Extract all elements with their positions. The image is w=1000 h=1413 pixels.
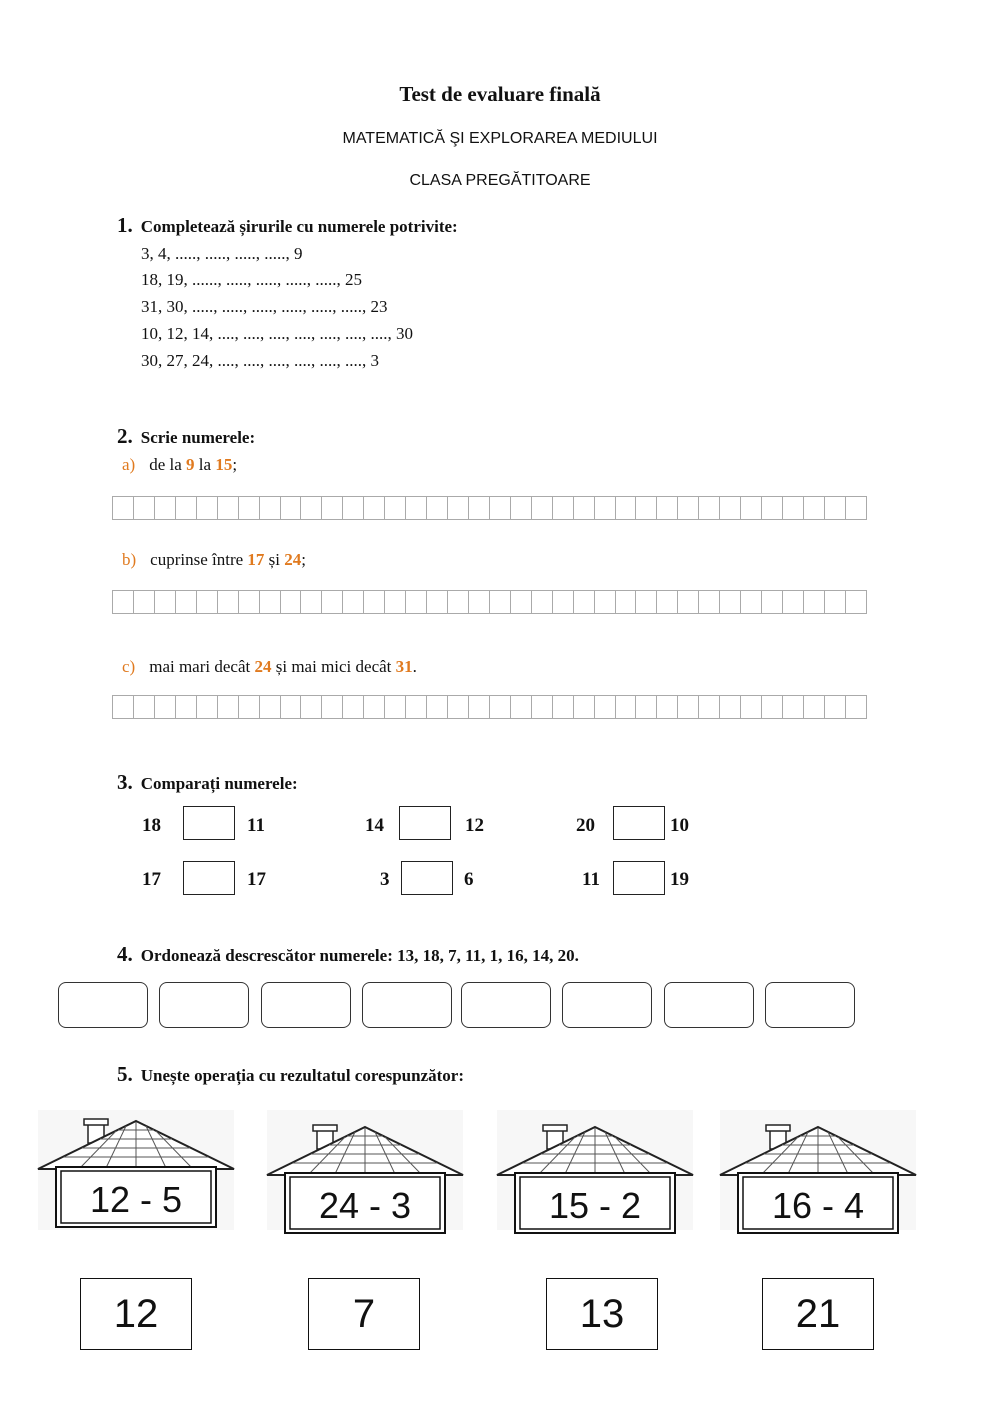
grid-cell[interactable] — [783, 590, 804, 614]
sequence-3: 31, 30, ....., ....., ....., ....., ....., ....., 23 — [141, 297, 388, 316]
grid-cell[interactable] — [260, 496, 281, 520]
q2c-text-3: . — [412, 657, 417, 676]
grid-cell[interactable] — [699, 496, 720, 520]
order-answer-box[interactable] — [765, 982, 855, 1028]
q2b-label — [122, 550, 306, 570]
q2c-number-1: 24 — [254, 657, 272, 676]
grid-cell[interactable] — [553, 496, 574, 520]
grid-cell[interactable] — [218, 590, 239, 614]
compare-right-number: 6 — [464, 869, 474, 890]
grid-cell[interactable] — [678, 590, 699, 614]
grid-cell[interactable] — [490, 496, 511, 520]
operation-label: 12 - 5 — [89, 1179, 183, 1220]
grid-cell[interactable] — [448, 496, 469, 520]
grid-cell[interactable] — [469, 496, 490, 520]
grid-cell[interactable] — [532, 590, 553, 614]
result-box[interactable]: 7 — [308, 1278, 420, 1350]
q2b-text-1: cuprinse între — [150, 550, 248, 569]
grid-cell[interactable] — [218, 496, 239, 520]
grid-cell[interactable] — [155, 695, 176, 719]
answer-grid-c[interactable] — [112, 695, 867, 719]
grid-cell[interactable] — [301, 496, 322, 520]
grid-cell[interactable] — [281, 496, 302, 520]
q2b-number-2: 24 — [284, 550, 302, 569]
grid-cell[interactable] — [846, 695, 867, 719]
compare-left-number: 11 — [582, 869, 600, 890]
grid-cell[interactable] — [636, 590, 657, 614]
compare-right-number: 17 — [247, 869, 266, 890]
compare-answer-box[interactable] — [613, 806, 665, 840]
grade-heading: CLASA PREGĂTITOARE — [409, 172, 591, 189]
grid-cell[interactable] — [301, 590, 322, 614]
grid-cell[interactable] — [846, 496, 867, 520]
grid-cell[interactable] — [113, 695, 134, 719]
grid-cell[interactable] — [595, 496, 616, 520]
grid-cell[interactable] — [176, 590, 197, 614]
grid-cell[interactable] — [469, 695, 490, 719]
compare-left-number: 3 — [380, 869, 390, 890]
house-operation-4[interactable] — [718, 1105, 918, 1235]
grid-cell[interactable] — [364, 590, 385, 614]
q1-number: 1. — [117, 213, 133, 237]
q5-heading — [117, 1062, 464, 1087]
grid-cell[interactable] — [427, 496, 448, 520]
grid-cell[interactable] — [239, 695, 260, 719]
grid-cell[interactable] — [741, 590, 762, 614]
grid-cell[interactable] — [490, 590, 511, 614]
grid-cell[interactable] — [825, 590, 846, 614]
q4-heading — [117, 942, 579, 967]
grid-cell[interactable] — [804, 496, 825, 520]
grid-cell[interactable] — [155, 496, 176, 520]
grid-cell[interactable] — [281, 590, 302, 614]
subject-heading: MATEMATICĂ ŞI EXPLORAREA MEDIULUI — [342, 130, 658, 147]
grid-cell[interactable] — [218, 695, 239, 719]
compare-answer-box[interactable] — [399, 806, 451, 840]
operation-label: 16 - 4 — [771, 1185, 865, 1226]
compare-left-number: 17 — [142, 869, 161, 890]
order-answer-box[interactable] — [562, 982, 652, 1028]
grid-cell[interactable] — [553, 590, 574, 614]
grid-cell[interactable] — [197, 695, 218, 719]
q2-heading — [117, 424, 255, 449]
grid-cell[interactable] — [322, 695, 343, 719]
grid-cell[interactable] — [176, 496, 197, 520]
grid-cell[interactable] — [406, 695, 427, 719]
compare-answer-box[interactable] — [401, 861, 453, 895]
q2a-text-1: de la — [149, 455, 187, 474]
grid-cell[interactable] — [469, 590, 490, 614]
grid-cell[interactable] — [448, 695, 469, 719]
sequence-4: 10, 12, 14, ...., ...., ...., ...., ...., ...., ...., 30 — [141, 324, 413, 343]
grid-cell[interactable] — [678, 695, 699, 719]
order-answer-box[interactable] — [261, 982, 351, 1028]
grid-cell[interactable] — [343, 496, 364, 520]
grid-cell[interactable] — [720, 590, 741, 614]
sequence-2: 18, 19, ......, ....., ....., ....., ....., 25 — [141, 270, 362, 289]
grid-cell[interactable] — [364, 496, 385, 520]
answer-grid-a[interactable] — [112, 496, 867, 520]
compare-right-number: 19 — [670, 869, 689, 890]
grid-cell[interactable] — [134, 590, 155, 614]
q2c-text-1: mai mari decât — [149, 657, 255, 676]
grid-cell[interactable] — [783, 695, 804, 719]
compare-answer-box[interactable] — [613, 861, 665, 895]
compare-right-number: 11 — [247, 815, 265, 836]
q2a-text-2: la — [194, 455, 216, 474]
grid-cell[interactable] — [825, 496, 846, 520]
answer-grid-b[interactable] — [112, 590, 867, 614]
grid-cell[interactable] — [301, 695, 322, 719]
compare-left-number: 14 — [365, 815, 384, 836]
grid-cell[interactable] — [113, 590, 134, 614]
grid-cell[interactable] — [804, 695, 825, 719]
grid-cell[interactable] — [239, 496, 260, 520]
grid-cell[interactable] — [490, 695, 511, 719]
grid-cell[interactable] — [260, 695, 281, 719]
grid-cell[interactable] — [636, 695, 657, 719]
grid-cell[interactable] — [804, 590, 825, 614]
grid-cell[interactable] — [616, 695, 637, 719]
grid-cell[interactable] — [239, 590, 260, 614]
q4-number: 4. — [117, 942, 133, 966]
grid-cell[interactable] — [427, 695, 448, 719]
q3-number: 3. — [117, 770, 133, 794]
grid-cell[interactable] — [595, 695, 616, 719]
grid-cell[interactable] — [846, 590, 867, 614]
sequence-5: 30, 27, 24, ...., ...., ...., ...., ...., ...., 3 — [141, 351, 379, 370]
grid-cell[interactable] — [385, 590, 406, 614]
grid-cell[interactable] — [364, 695, 385, 719]
order-answer-box[interactable] — [664, 982, 754, 1028]
grid-cell[interactable] — [113, 496, 134, 520]
grid-cell[interactable] — [406, 590, 427, 614]
compare-answer-box[interactable] — [183, 806, 235, 840]
grid-cell[interactable] — [511, 695, 532, 719]
order-answer-box[interactable] — [362, 982, 452, 1028]
grid-cell[interactable] — [134, 496, 155, 520]
q5-number: 5. — [117, 1062, 133, 1086]
grid-cell[interactable] — [134, 695, 155, 719]
compare-left-number: 18 — [142, 815, 161, 836]
grid-cell[interactable] — [699, 590, 720, 614]
grid-cell[interactable] — [553, 695, 574, 719]
grid-cell[interactable] — [532, 496, 553, 520]
q2c-letter: c) — [122, 657, 136, 676]
grid-cell[interactable] — [176, 695, 197, 719]
page-title: Test de evaluare finală — [399, 82, 601, 106]
grid-cell[interactable] — [616, 590, 637, 614]
q2-prompt: Scrie numerele: — [140, 428, 256, 447]
grid-cell[interactable] — [448, 590, 469, 614]
grid-cell[interactable] — [595, 590, 616, 614]
order-answer-box[interactable] — [461, 982, 551, 1028]
grid-cell[interactable] — [616, 496, 637, 520]
q1-heading — [117, 213, 458, 238]
q2b-text-3: ; — [301, 550, 306, 569]
q3-prompt: Comparați numerele: — [140, 774, 298, 793]
house-operation-3[interactable] — [495, 1105, 695, 1235]
grid-cell[interactable] — [678, 496, 699, 520]
compare-left-number: 20 — [576, 815, 595, 836]
grid-cell[interactable] — [511, 590, 532, 614]
sequence-1: 3, 4, ....., ....., ....., ....., 9 — [141, 244, 303, 263]
house-operation-1[interactable] — [36, 1105, 236, 1235]
grid-cell[interactable] — [574, 496, 595, 520]
order-answer-box[interactable] — [159, 982, 249, 1028]
grid-cell[interactable] — [281, 695, 302, 719]
compare-answer-box[interactable] — [183, 861, 235, 895]
grid-cell[interactable] — [385, 695, 406, 719]
grid-cell[interactable] — [406, 496, 427, 520]
grid-cell[interactable] — [741, 496, 762, 520]
q2-number: 2. — [117, 424, 133, 448]
grid-cell[interactable] — [699, 695, 720, 719]
grid-cell[interactable] — [343, 590, 364, 614]
q4-prompt: Ordonează descrescător numerele: 13, 18, 7, 11, 1, 16, 14, 20. — [140, 946, 579, 965]
grid-cell[interactable] — [720, 695, 741, 719]
q2b-text-2: și — [264, 550, 285, 569]
grid-cell[interactable] — [657, 496, 678, 520]
grid-cell[interactable] — [762, 590, 783, 614]
q2b-letter: b) — [122, 550, 137, 569]
order-answer-box[interactable] — [58, 982, 148, 1028]
operation-label: 24 - 3 — [318, 1185, 412, 1226]
q1-prompt: Completează șirurile cu numerele potrivite: — [140, 217, 458, 236]
grid-cell[interactable] — [657, 695, 678, 719]
grid-cell[interactable] — [741, 695, 762, 719]
house-operation-2[interactable] — [265, 1105, 465, 1235]
grid-cell[interactable] — [636, 496, 657, 520]
grid-cell[interactable] — [532, 695, 553, 719]
grid-cell[interactable] — [574, 590, 595, 614]
result-box[interactable]: 21 — [762, 1278, 874, 1350]
grid-cell[interactable] — [511, 496, 532, 520]
q2c-label — [122, 657, 417, 677]
grid-cell[interactable] — [720, 496, 741, 520]
q2a-letter: a) — [122, 455, 136, 474]
grid-cell[interactable] — [385, 496, 406, 520]
compare-right-number: 10 — [670, 815, 689, 836]
q2c-number-2: 31 — [395, 657, 413, 676]
grid-cell[interactable] — [322, 496, 343, 520]
grid-cell[interactable] — [155, 590, 176, 614]
grid-cell[interactable] — [825, 695, 846, 719]
q2c-text-2: și mai mici decât — [271, 657, 396, 676]
q2b-number-1: 17 — [247, 550, 265, 569]
q5-prompt: Unește operația cu rezultatul corespunzător: — [140, 1066, 465, 1085]
result-box[interactable]: 12 — [80, 1278, 192, 1350]
grid-cell[interactable] — [783, 496, 804, 520]
grid-cell[interactable] — [574, 695, 595, 719]
grid-cell[interactable] — [427, 590, 448, 614]
operation-label: 15 - 2 — [548, 1185, 642, 1226]
grid-cell[interactable] — [197, 590, 218, 614]
q2a-number-2: 15 — [215, 455, 233, 474]
grid-cell[interactable] — [762, 695, 783, 719]
grid-cell[interactable] — [343, 695, 364, 719]
q2a-number-1: 9 — [186, 455, 195, 474]
grid-cell[interactable] — [322, 590, 343, 614]
q3-heading — [117, 770, 298, 795]
grid-cell[interactable] — [260, 590, 281, 614]
q2a-text-3: ; — [232, 455, 238, 474]
compare-right-number: 12 — [465, 815, 484, 836]
q2a-label — [122, 455, 237, 475]
grid-cell[interactable] — [762, 496, 783, 520]
result-box[interactable]: 13 — [546, 1278, 658, 1350]
grid-cell[interactable] — [657, 590, 678, 614]
grid-cell[interactable] — [197, 496, 218, 520]
